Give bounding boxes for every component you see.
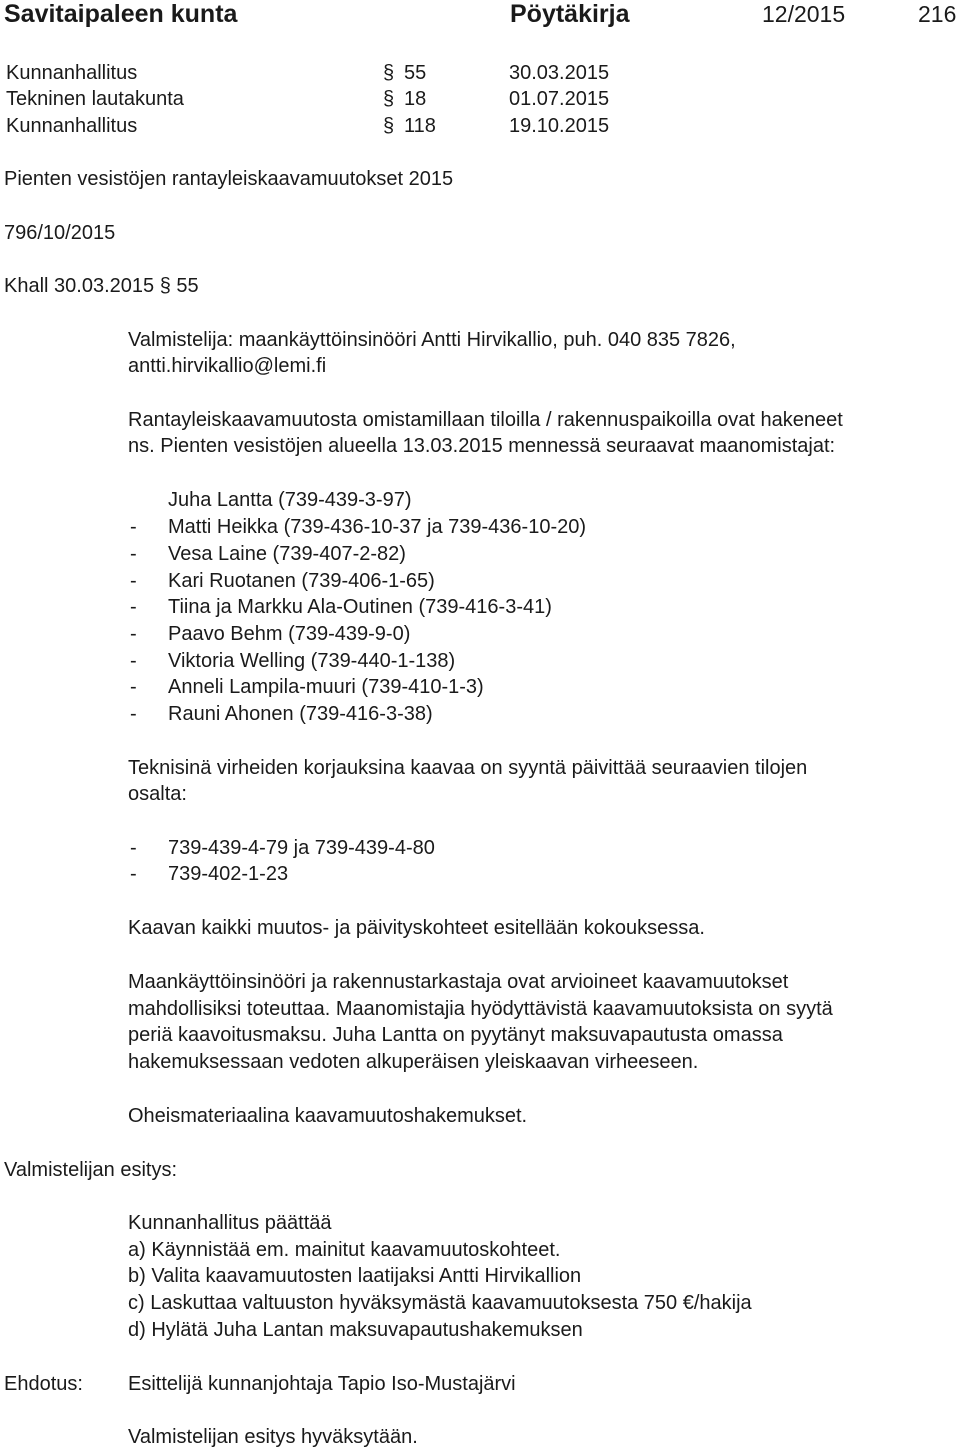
list-dash: - bbox=[130, 650, 137, 672]
proposal-item: c) Laskuttaa valtuuston hyväksymästä kaavamuutoksesta 750 €/hakija bbox=[128, 1292, 752, 1314]
decision-text: Valmistelijan esitys hyväksytään. bbox=[128, 1426, 418, 1448]
list-item-text: Paavo Behm (739-439-9-0) bbox=[168, 623, 411, 645]
list-dash: - bbox=[130, 596, 137, 618]
municipality-name: Savitaipaleen kunta bbox=[4, 0, 238, 28]
proposal-item: a) Käynnistää em. mainitut kaavamuutoskohteet. bbox=[128, 1239, 561, 1261]
assessment-line: hakemuksessaan vedoten alkuperäisen yleiskaavan virheeseen. bbox=[128, 1051, 699, 1073]
presentation-note: Kaavan kaikki muutos- ja päivityskohteet esitellään kokouksessa. bbox=[128, 917, 705, 939]
history-section: 55 bbox=[404, 62, 427, 84]
proposal-label: Valmistelijan esitys: bbox=[4, 1159, 178, 1181]
intro-line: ns. Pienten vesistöjen alueella 13.03.2015 mennessä seuraavat maanomistajat: bbox=[128, 435, 836, 457]
assessment-line: periä kaavoitusmaksu. Juha Lantta on pyytänyt maksuvapautusta omassa bbox=[128, 1024, 783, 1046]
assessment-line: Maankäyttöinsinööri ja rakennustarkastaja ovat arvioineet kaavamuutokset bbox=[128, 971, 789, 993]
preparer-line: Valmistelija: maankäyttöinsinööri Antti Hirvikallio, puh. 040 835 7826, bbox=[128, 329, 736, 351]
assessment-line: mahdollisiksi toteuttaa. Maanomistajia hyödyttävistä kaavamuutoksista on syytä bbox=[128, 998, 833, 1020]
list-item-text: Matti Heikka (739-436-10-37 ja 739-436-10-20) bbox=[168, 516, 587, 538]
corrections-intro: Teknisinä virheiden korjauksina kaavaa on syyntä päivittää seuraavien tilojen bbox=[128, 757, 808, 779]
history-date: 30.03.2015 bbox=[509, 62, 610, 84]
proposal-intro: Kunnanhallitus päättää bbox=[128, 1212, 332, 1234]
history-body: Tekninen lautakunta bbox=[6, 88, 184, 110]
list-dash: - bbox=[130, 863, 137, 885]
list-dash: - bbox=[130, 543, 137, 565]
proposal-item: d) Hylätä Juha Lantan maksuvapautushakemuksen bbox=[128, 1319, 583, 1341]
page-title: Pienten vesistöjen rantayleiskaavamuutokset 2015 bbox=[4, 168, 454, 190]
page-number: 216 bbox=[918, 1, 957, 27]
motion-text: Esittelijä kunnanjohtaja Tapio Iso-Mustajärvi bbox=[128, 1373, 516, 1395]
section-sign: § bbox=[159, 275, 171, 297]
issue-number: 12/2015 bbox=[762, 1, 846, 27]
document-type: Pöytäkirja bbox=[510, 0, 630, 28]
list-item-text: Viktoria Welling (739-440-1-138) bbox=[168, 650, 456, 672]
record-id: 796/10/2015 bbox=[4, 222, 116, 244]
khall-date: Khall 30.03.2015 bbox=[4, 275, 155, 297]
list-item-text: Rauni Ahonen (739-416-3-38) bbox=[168, 703, 433, 725]
intro-line: Rantayleiskaavamuutosta omistamillaan tiloilla / rakennuspaikoilla ovat hakeneet bbox=[128, 409, 843, 431]
list-dash: - bbox=[130, 703, 137, 725]
list-item-text: Tiina ja Markku Ala-Outinen (739-416-3-41) bbox=[168, 596, 552, 618]
list-dash: - bbox=[130, 623, 137, 645]
list-item-text: Vesa Laine (739-407-2-82) bbox=[168, 543, 406, 565]
motion-label: Ehdotus: bbox=[4, 1373, 83, 1395]
proposal-item: b) Valita kaavamuutosten laatijaksi Antti Hirvikallion bbox=[128, 1265, 582, 1287]
list-dash: - bbox=[130, 676, 137, 698]
history-date: 01.07.2015 bbox=[509, 88, 610, 110]
list-item-text: 739-402-1-23 bbox=[168, 863, 289, 885]
khall-section: 55 bbox=[176, 275, 199, 297]
list-dash: - bbox=[130, 516, 137, 538]
corrections-intro: osalta: bbox=[128, 783, 187, 805]
list-item-text: 739-439-4-79 ja 739-439-4-80 bbox=[168, 837, 435, 859]
attachments-note: Oheismateriaalina kaavamuutoshakemukset. bbox=[128, 1105, 528, 1127]
list-item-text: Juha Lantta (739-439-3-97) bbox=[168, 489, 412, 511]
khall-reference bbox=[4, 273, 199, 299]
section-sign: § bbox=[383, 115, 395, 137]
section-sign: § bbox=[383, 62, 395, 84]
list-item-text: Kari Ruotanen (739-406-1-65) bbox=[168, 570, 435, 592]
list-item-text: Anneli Lampila-muuri (739-410-1-3) bbox=[168, 676, 484, 698]
history-section: 118 bbox=[404, 115, 436, 137]
section-sign: § bbox=[383, 88, 395, 110]
history-section: 18 bbox=[404, 88, 427, 110]
preparer-email: antti.hirvikallio@lemi.fi bbox=[128, 355, 327, 377]
history-body: Kunnanhallitus bbox=[6, 115, 138, 137]
history-date: 19.10.2015 bbox=[509, 115, 610, 137]
list-dash: - bbox=[130, 570, 137, 592]
list-dash: - bbox=[130, 837, 137, 859]
history-body: Kunnanhallitus bbox=[6, 62, 138, 84]
